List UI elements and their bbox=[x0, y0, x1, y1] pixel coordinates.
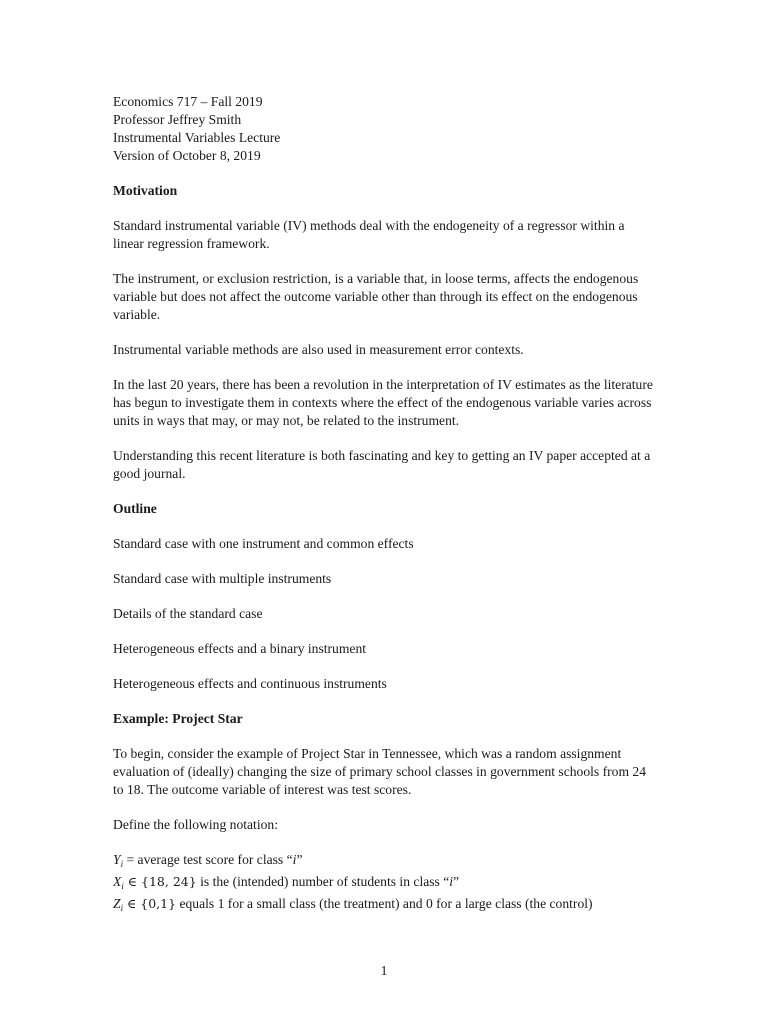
notation-y bbox=[113, 851, 658, 873]
example-heading: Example: Project Star bbox=[113, 711, 243, 726]
notation-intro: Define the following notation: bbox=[113, 817, 278, 832]
y-variable: Y bbox=[113, 852, 121, 867]
motivation-paragraph: Instrumental variable methods are also used in measurement error contexts. bbox=[113, 342, 524, 357]
y-subscript: i bbox=[120, 859, 124, 869]
professor-name: Professor Jeffrey Smith bbox=[113, 112, 242, 127]
outline-item: Heterogeneous effects and a binary instrument bbox=[113, 641, 367, 656]
outline-item: Standard case with one instrument and common effects bbox=[113, 536, 414, 551]
z-subscript: i bbox=[120, 903, 124, 913]
motivation-paragraph: The instrument, or exclusion restriction, is a variable that, in loose terms, affects the endogenous variable but does not affect the outcome variable other than through its effect on the endogenous variable. bbox=[113, 271, 639, 322]
document-page bbox=[113, 93, 658, 917]
z-text: equals 1 for a small class (the treatment) and 0 for a large class (the control) bbox=[176, 896, 593, 911]
x-variable: X bbox=[113, 874, 122, 889]
document-header bbox=[113, 93, 658, 165]
motivation-paragraph: In the last 20 years, there has been a revolution in the interpretation of IV estimates as the literature has begun to investigate them in contexts where the effect of the endogenous variable varies across units in ways that may, or may not, be related to the instrument. bbox=[113, 377, 653, 428]
z-set: ∈ {0,1} bbox=[123, 896, 177, 911]
y-text-before: = average test score for class “ bbox=[123, 852, 293, 867]
motivation-paragraph: Standard instrumental variable (IV) methods deal with the endogeneity of a regressor within a linear regression framework. bbox=[113, 218, 625, 251]
outline-heading: Outline bbox=[113, 501, 157, 516]
outline-item: Details of the standard case bbox=[113, 606, 263, 621]
x-subscript: i bbox=[121, 881, 124, 891]
notation-x bbox=[113, 873, 658, 895]
x-index: i bbox=[449, 874, 454, 889]
notation-list bbox=[113, 851, 658, 917]
x-set: ∈ {18, 24} bbox=[123, 874, 197, 889]
example-paragraph: To begin, consider the example of Project Star in Tennessee, which was a random assignment evaluation of (ideally) changing the size of primary school classes in government schools from 24 to 18. The outcome variable of interest was test scores. bbox=[113, 746, 647, 797]
version-date: Version of October 8, 2019 bbox=[113, 148, 261, 163]
motivation-heading: Motivation bbox=[113, 183, 178, 198]
lecture-title: Instrumental Variables Lecture bbox=[113, 130, 281, 145]
page-number: 1 bbox=[380, 963, 388, 978]
outline-item: Heterogeneous effects and continuous instruments bbox=[113, 676, 387, 691]
z-variable: Z bbox=[113, 896, 121, 911]
outline-item: Standard case with multiple instruments bbox=[113, 571, 332, 586]
y-text-after: ” bbox=[296, 852, 303, 867]
notation-z bbox=[113, 895, 658, 917]
course-title: Economics 717 – Fall 2019 bbox=[113, 94, 263, 109]
x-text-before: is the (intended) number of students in class “ bbox=[196, 874, 450, 889]
motivation-paragraph: Understanding this recent literature is both fascinating and key to getting an IV paper accepted at a good journal. bbox=[113, 448, 651, 481]
y-index: i bbox=[292, 852, 297, 867]
x-text-after: ” bbox=[453, 874, 460, 889]
